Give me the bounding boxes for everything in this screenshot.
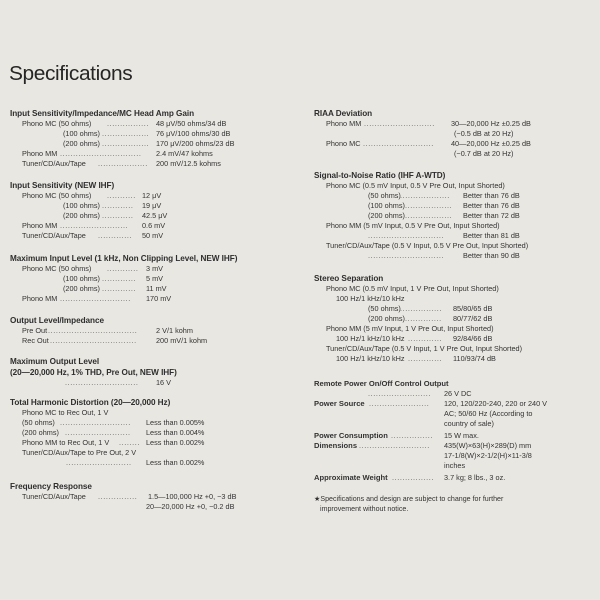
spec-row: (50 ohms) ................... Better than 76 dB [368,191,520,200]
spec-row: (200 ohms) ............ 42.5 μV [63,211,168,220]
footnote [314,494,503,514]
spec-row: Phono MM ........................... 30—20,000 Hz ±0.25 dB [326,119,531,128]
spec-row: 100 Hz/1 kHz/10 kHz ............. 110/93/74 dB [336,354,496,363]
section-frequency-response [10,481,237,512]
spec-subheading: Tuner/CD/Aux/Tape (0.5 V Input, 1 V Pre Out, Input Shorted) [326,344,523,353]
spec-row: ......................... Less than 0.002% [66,458,205,467]
footnote-line1: ★Specifications and design are subject to change for further [314,495,504,503]
spec-row: (200 ohms) ............. 11 mV [63,284,167,293]
spec-subheading: Tuner/CD/Aux/Tape to Pre Out, 2 V [22,448,137,457]
spec-row: (200 ohms) .................. Better than 72 dB [368,211,520,220]
section-heading: Stereo Separation [314,274,384,283]
footnote-line2: improvement without notice. [320,505,409,513]
spec-row: (200 ohms) .................. 170 μV/200 ohms/23 dB [63,139,235,148]
spec-row: (−0.7 dB at 20 Hz) [454,149,514,158]
section-signal-to-noise [314,170,529,261]
spec-row: Tuner/CD/Aux/Tape ............... 1.5—100,000 Hz +0, −3 dB [22,492,237,501]
section-heading-line2: (20—20,000 Hz, 1% THD, Pre Out, NEW IHF) [10,368,177,377]
section-input-sensitivity-mc [10,108,235,169]
spec-row: Phono MM ............................... 2.4 mV/47 kohms [22,149,213,158]
spec-subheading: 100 Hz/1 kHz/10 kHz [336,294,405,303]
spec-row: Phono MM to Rec Out, 1 V ........ Less than 0.002% [22,438,205,447]
section-heading: Input Sensitivity (NEW IHF) [10,181,115,190]
spec-row: ............................. Better than 81 dB [368,231,520,240]
section-input-sensitivity-ihf [10,180,168,241]
spec-row: (−0.5 dB at 20 Hz) [454,129,514,138]
spec-subheading: Tuner/CD/Aux/Tape (0.5 V Input, 0.5 V Pre Out, Input Shorted) [326,241,529,250]
spec-row: (200 ohms) .............. 80/77/62 dB [368,314,493,323]
spec-subheading: Phono MC to Rec Out, 1 V [22,408,109,417]
spec-row: Pre Out .................................. 2 V/1 kohm [22,326,193,335]
spec-row: ............................. Better than 90 dB [368,251,520,260]
spec-row: 20—20,000 Hz +0, −0.2 dB [146,502,235,511]
section-heading: Maximum Output Level [10,357,100,366]
spec-row: 100 Hz/1 kHz/10 kHz ............. 92/84/66 dB [336,334,493,343]
spec-row: (100 ohms) ............. 5 mV [63,274,164,283]
section-riaa-deviation [314,108,531,159]
spec-row: Phono MC ........................... 40—20,000 Hz ±0.25 dB [326,139,531,148]
section-heading: Signal-to-Noise Ratio (IHF A-WTD) [314,171,446,180]
page-title: Specifications [9,62,133,85]
spec-row: Phono MC (50 ohms) ........... 12 μV [22,191,162,200]
section-thd [10,397,205,468]
spec-row: (100 ohms) ............ 19 μV [63,201,162,210]
section-heading: Input Sensitivity/Impedance/MC Head Amp Gain [10,109,195,118]
spec-row: (200 ohms) ......................... Less than 0.004% [22,428,205,437]
spec-row: Phono MC (50 ohms) ................ 48 μV/50 ohms/34 dB [22,119,227,128]
section-heading: Frequency Response [10,482,92,491]
section-max-input-level [10,253,237,304]
spec-row: Phono MM ........................... 170 mV [22,294,172,303]
spec-row: (50 ohms) ........................... Less than 0.005% [22,418,205,427]
section-heading: RIAA Deviation [314,109,373,118]
spec-sheet: Specifications Input Sensitivity/Impedance/MC Head Amp Gain Phono MC (50 ohms) ................ 48 μV/50 ohms/34 dB (100 ohms) .................. 76 μV/100 ohms/30 dB (200 ohms) .................. 170 μV/200 ohms/23 dB Phono MM ............................... 2.4 mV/47 kohms Tuner/CD/Aux/Tape ................... 200 mV/12.5 kohms Input Sensitivity (NEW IHF) Phono MC (50 ohms) ........... 12 μV (100 ohms) ............ 19 μV (200 ohms) ............ 42.5 μV Phono MM .......................... 0.6 mV Tuner/CD/Aux/Tape ............. 50 mV Maximum Input Level (1 kHz, Non Clipping Level, NEW IHF) Phono MC (50 ohms) ............ 3 mV (100 ohms) ............. 5 mV (200 ohms) ............. 11 mV Phono MM ........................... 170 mV Output Level/Impedance Pre Out .................................. 2 V/1 kohm Rec Out ................................. 200 mV/1 kohm Maximum Output Level (20—20,000 Hz, 1% THD, Pre Out, NEW IHF) ............................ 16 V Total Harmonic Distortion (20—20,000 Hz) Phono MC to Rec Out, 1 V (50 ohms) ........................... Less than 0.005% (200 ohms) ......................... Less than 0.004% Phono MM to Rec Out, 1 V ........ Less than 0.002% Tuner/CD/Aux/Tape to Pre Out, 2 V ......................... Less than 0.002% Frequency Response Tuner/CD/Aux/Tape ............... 1.5—100,000 Hz +0, −3 dB 20—20,000 Hz +0, −0.2 dB RIAA Deviation Phono MM ........................... 30—20,000 Hz ±0.25 dB (−0.5 dB at 20 Hz) Phono MC ........................... 40—20,000 Hz ±0.25 dB (−0.7 dB at 20 Hz) Signal-to-Noise Ratio (IHF A-WTD) Phono MC (0.5 mV Input, 0.5 V Pre Out, Input Shorted) (50 ohms) ................... Better than 76 dB (100 ohms) .................. Better than 76 dB (200 ohms) .................. Better than 72 dB Phono MM (5 mV Input, 0.5 V Pre Out, Input Shorted) ............................. Better than 81 dB Tuner/CD/Aux/Tape (0.5 V Input, 0.5 V Pre Out, Input Shorted) ............................. Better than 90 dB Stereo Separation Phono MC (0.5 mV Input, 1 V Pre Out, Input Shorted) 100 Hz/1 kHz/10 kHz (50 ohms) ................ 85/80/65 dB (200 ohms) .............. 80/77/62 dB Phono MM (5 mV Input, 1 V Pre Out, Input Shorted) 100 Hz/1 kHz/10 kHz ............. 92/84/66 dB Tuner/CD/Aux/Tape (0.5 V Input, 1 V Pre Out, Input Shorted) 100 Hz/1 kHz/10 kHz ............. 110/93/74 dB Remote Power On/Off Control Output ........................ 26 V DC Power Source ....................... 120, 120/220-240, 220 or 240 V AC; 50/60 Hz (According to country of sale) Power Consumption ................ 15 W max. Dimensions ........................... 435(W)×63(H)×289(D) mm 17-1/8(W)×2-1/2(H)×11-3/8 inches Approximate Weight ................ 3.7 kg; 8 lbs., 3 oz. ★Specifications and design are subject to change for further improvement without notice. [9,62,548,513]
spec-subheading: Phono MC (0.5 mV Input, 1 V Pre Out, Input Shorted) [326,284,499,293]
section-heading: Output Level/Impedance [10,316,104,325]
section-max-output-level [10,356,177,388]
spec-row: Rec Out ................................. 200 mV/1 kohm [22,336,208,345]
section-stereo-separation [314,273,523,364]
spec-row: (100 ohms) .................. Better than 76 dB [368,201,520,210]
spec-row: Tuner/CD/Aux/Tape ............. 50 mV [22,231,164,240]
spec-row: (50 ohms) ................ 85/80/65 dB [368,304,493,313]
section-output-level [10,315,208,346]
section-heading: Maximum Input Level (1 kHz, Non Clipping Level, NEW IHF) [10,254,238,263]
spec-row: (100 ohms) .................. 76 μV/100 ohms/30 dB [63,129,231,138]
spec-subheading: Phono MM (5 mV Input, 1 V Pre Out, Input Shorted) [326,324,494,333]
spec-row: ............................ 16 V [65,378,172,387]
spec-subheading: Phono MC (0.5 mV Input, 0.5 V Pre Out, Input Shorted) [326,181,505,190]
spec-row: Phono MM .......................... 0.6 mV [22,221,166,230]
spec-row: Tuner/CD/Aux/Tape ................... 200 mV/12.5 kohms [22,159,221,168]
spec-subheading: Phono MM (5 mV Input, 0.5 V Pre Out, Input Shorted) [326,221,500,230]
spec-row: Phono MC (50 ohms) ............ 3 mV [22,264,164,273]
section-heading: Total Harmonic Distortion (20—20,000 Hz) [10,398,171,407]
